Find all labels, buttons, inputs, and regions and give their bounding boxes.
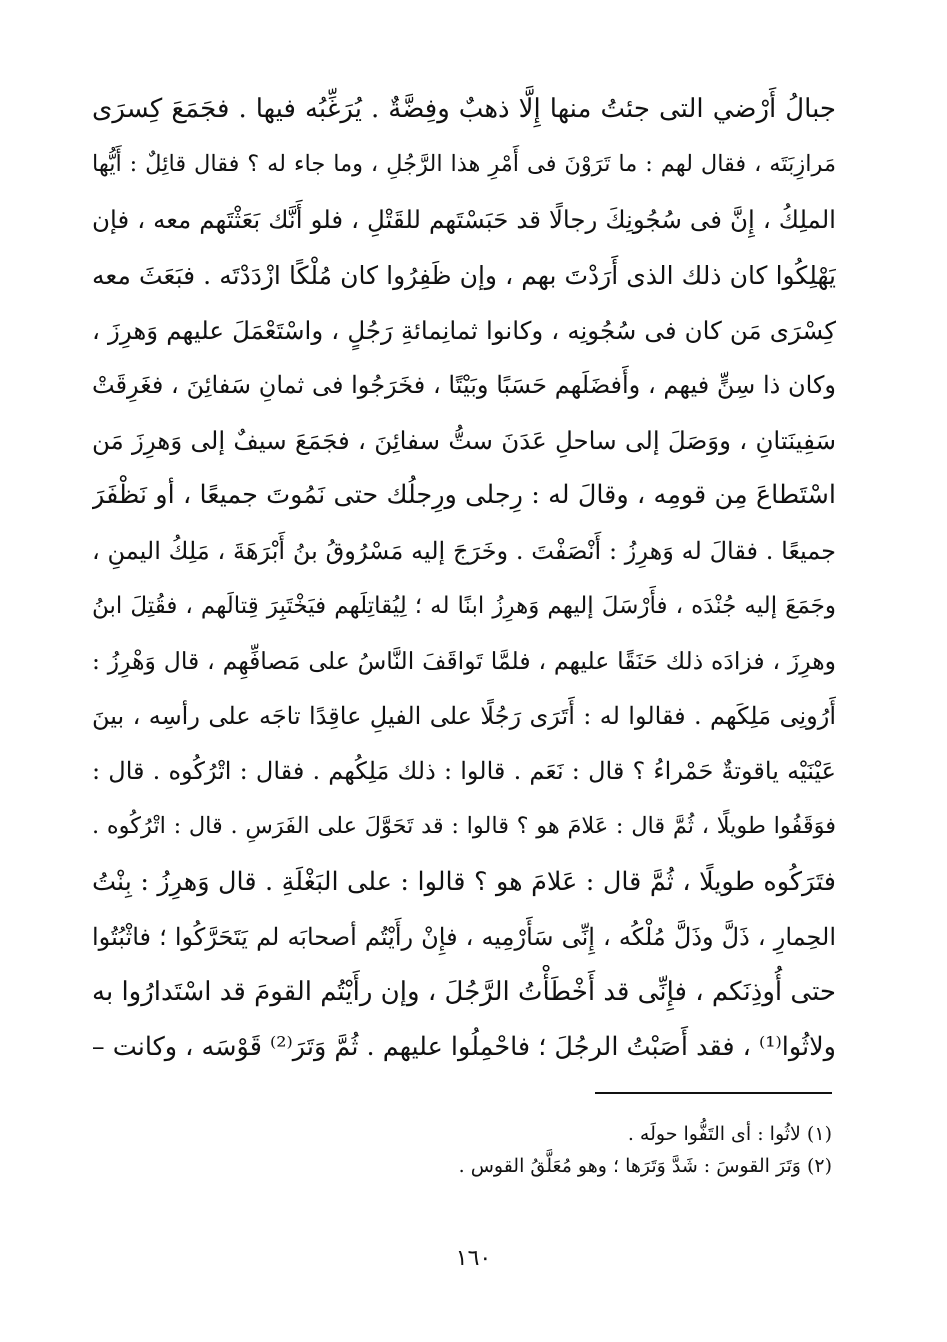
text-line: مَرازِبَتَه ، فقال لهم : ما تَرَوْنَ فى أَمْرِ هذا الرَّجُلِ ، وما جاء له ؟ فقال قائِلٌ : أَيُّها bbox=[92, 151, 836, 178]
main-text bbox=[92, 82, 836, 1075]
text-line: أَرُونِى مَلِكَهم . فقالوا له : أَتَرَى رَجُلًا على الفيلِ عاقِدًا تاجَه على رأسِه ، بينَ bbox=[92, 702, 836, 731]
text-line: جميعًا . فقالَ له وَهرِزُ : أَنْصَفْتَ . وخَرَجَ إليه مَسْرُوقُ بنُ أَبْرَهَةَ ، مَلِكُ اليمنِ ، bbox=[92, 536, 836, 565]
text-line: حتى أُوذِنَكم ، فإِنِّى قد أَخْطَأْتُ الرَّجُلَ ، وإن رأَيْتُم القومَ قد اسْتَدارُوا به bbox=[92, 977, 836, 1007]
text-line: كِسْرَى مَن كان فى سُجُونِه ، وكانوا ثمانِمائةِ رَجُلٍ ، واسْتَعْمَلَ عليهم وَهرِزَ ، bbox=[92, 315, 836, 345]
text-line: وكان ذا سِنٍّ فيهم ، وأَفضَلَهم حَسَبًا وبَيْتًا ، فخَرَجُوا فى ثمانِ سَفائِنَ ، فغَرِقَتْ bbox=[92, 370, 836, 399]
footnote: (١) لاثُوا : أى التَفُّوا حولَه . bbox=[627, 1123, 832, 1145]
text-line: وجَمَعَ إليه جُنْدَه ، فأَرْسَلَ إليهم وَهرِزُ ابنًا له ؛ لِيُقاتِلَهم فيَخْتَبِرَ قِتالَهم ، فقُتِلَ ابنُ bbox=[92, 592, 836, 619]
text-line: فوَقَفُوا طويلًا ، ثُمَّ قال : عَلامَ هو ؟ قالوا : قد تَحَوَّلَ على الفَرَسِ . قال : اتْرُكُوه . bbox=[92, 813, 836, 840]
text-line: جبالُ أَرْضي التى جئتُ منها إِلَّا ذهبٌ وفِضَّةٌ . يُرَغِّبُه فيها . فجَمَعَ كِسرَى bbox=[92, 94, 836, 124]
text-line: فتَرَكُوه طويلًا ، ثُمَّ قال : عَلامَ هو ؟ قالوا : على البَغْلَةِ . قال وَهرِزُ : بِنْتُ bbox=[92, 866, 836, 897]
text-line: وهرِزَ ، فزادَه ذلك حَنَقًا عليهم ، فلمَّا تَواقَفَ النَّاسُ على مَصافِّهِم ، قال وَهْرِزُ : bbox=[92, 646, 836, 675]
footnote-separator bbox=[595, 1092, 832, 1094]
page-number: ١٦٠ bbox=[455, 1246, 492, 1271]
footnote: (٢) وَتَرَ القوسَ : شَدَّ وَتَرَها ؛ وهو مُعَلَّقُ القوس . bbox=[458, 1155, 832, 1177]
footnotes bbox=[420, 1118, 832, 1182]
text-line: عَيْنَيْه ياقوتةٌ حَمْراءُ ؟ قال : نَعَم . قالوا : ذلك مَلِكُهم . فقال : اتْرُكُوه . قال : bbox=[92, 757, 836, 786]
text-line: اسْتَطاعَ مِن قومِه ، وقالَ له : رِجلى ورِجلُك حتى نَمُوتَ جميعًا ، أو نَظْفَرَ bbox=[92, 480, 836, 511]
text-line: يَهْلِكُوا كان ذلك الذى أَرَدْتَ بهم ، وإن ظَفِرُوا كان مُلْكًا ازْدَدْتَه . فبَعَثَ معه bbox=[92, 260, 836, 290]
text-line: الحِمارِ ، ذَلَّ وذَلَّ مُلْكُه ، إِنِّى سَأَرْمِيه ، فإِنْ رأَيْتُم أصحابَه لم يَتَحَرَّكُوا ؛ فاثْبُتُوا bbox=[92, 922, 836, 951]
text-line: سَفِينَتانِ ، ووَصَلَ إلى ساحلِ عَدَنَ ستُّ سفائِنَ ، فجَمَعَ سيفٌ إلى وَهرِزَ مَن bbox=[92, 426, 836, 456]
text-line: ولاثُوا⁽¹⁾ ، فقد أَصَبْتُ الرجُلَ ؛ فاحْمِلُوا عليهم . ثُمَّ وَتَرَ⁽²⁾ قَوْسَه ، وكانت – bbox=[92, 1032, 836, 1063]
text-line: الملِكُ ، إِنَّ فى سُجُونِكَ رجالًا قد حَبَسْتَهم للقَتْلِ ، فلو أَنَّك بَعَثْتَهم معه ، فإن bbox=[92, 205, 836, 235]
